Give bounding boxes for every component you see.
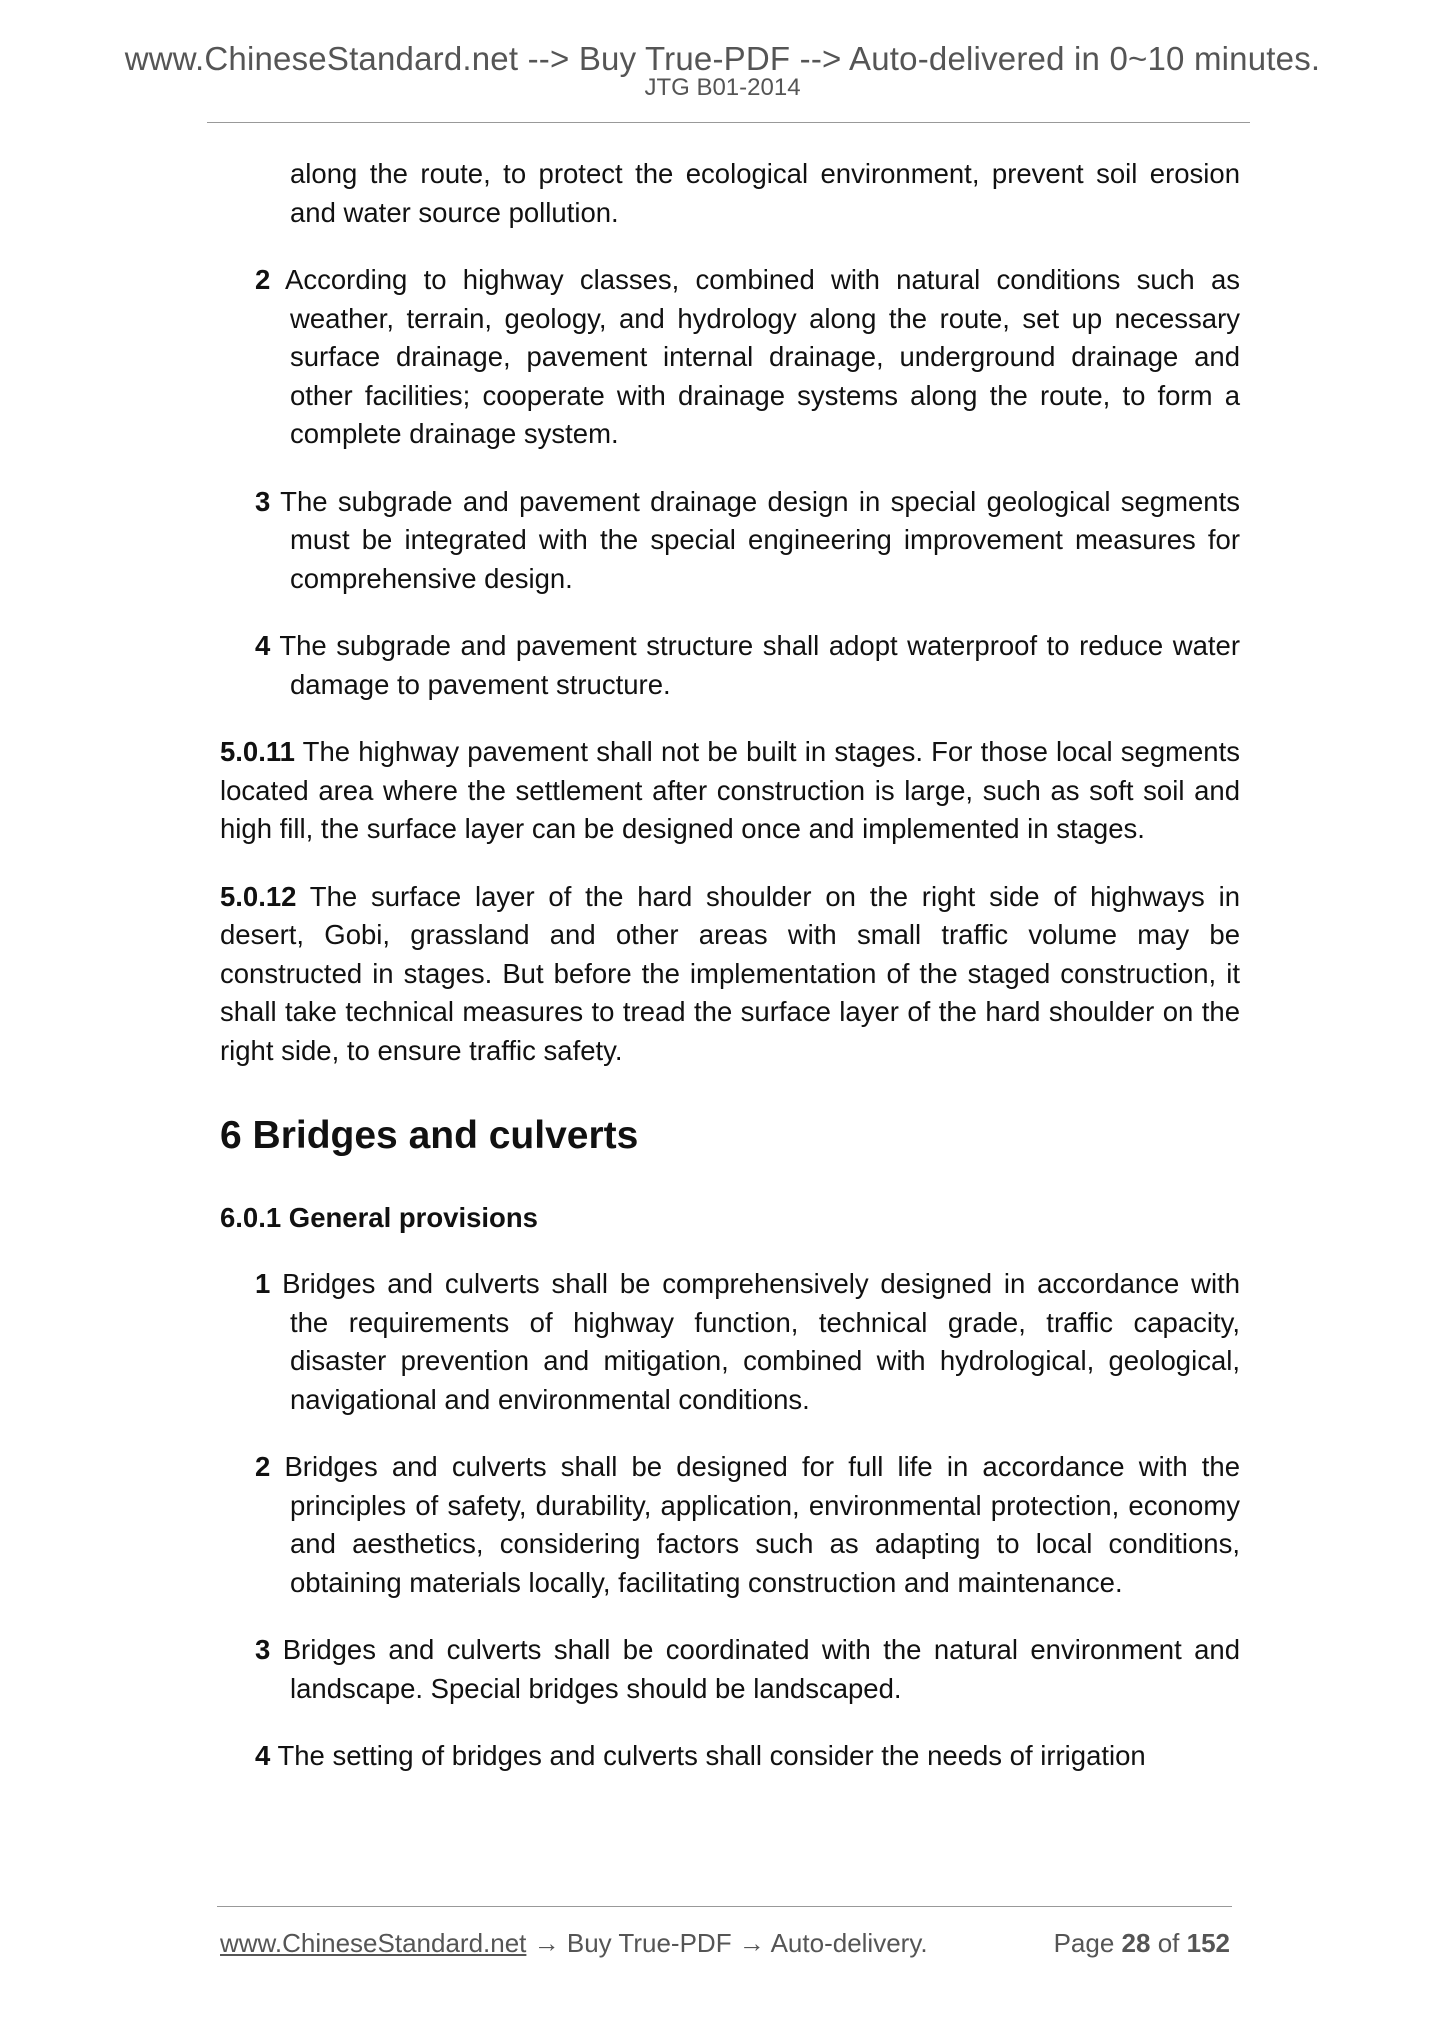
header-divider: [207, 122, 1250, 123]
list-item: [255, 1265, 1240, 1419]
footer-tagline: → Buy True-PDF → Auto-delivery.: [533, 1928, 928, 1958]
footer-divider: [217, 1906, 1232, 1907]
clause-text: The surface layer of the hard shoulder on the right side of highways in desert, Gobi, grassland and other areas with small traffic volume may be constructed in stages. But before the implementation of the staged construction, it shall take technical measures to tread the surface layer of the hard shoulder on the right side, to ensure traffic safety.: [220, 880, 1240, 1066]
page-current: 28: [1121, 1928, 1151, 1958]
list-item: [255, 261, 1240, 454]
clause-5-0-12: [220, 878, 1240, 1071]
item-number: 2: [255, 264, 271, 295]
section-title: 6.0.1 General provisions: [220, 1202, 538, 1233]
clause-5-0-11: [220, 733, 1240, 849]
item-number: 3: [255, 1634, 271, 1665]
list-item: [255, 627, 1240, 704]
page-total: 152: [1186, 1928, 1230, 1958]
item-number: 3: [255, 485, 271, 517]
item-number: 2: [255, 1451, 271, 1482]
page-content: [220, 155, 1240, 1805]
page-footer: [220, 1928, 1230, 1959]
item-number: 4: [255, 630, 271, 661]
footer-link[interactable]: www.ChineseStandard.net: [220, 1928, 527, 1958]
standard-code: JTG B01-2014: [644, 74, 801, 101]
list-item: [255, 1631, 1240, 1708]
item-text: Bridges and culverts shall be comprehensively designed in accordance with the requirements of highway function, technical grade, traffic capacity, disaster prevention and mitigation, combined with hydrological, geological, navigational and environmental conditions.: [282, 1268, 1240, 1415]
item-number: 1: [255, 1268, 271, 1299]
page-label: Page: [1053, 1928, 1115, 1958]
clause-number: 5.0.12: [220, 880, 297, 912]
list-item: [255, 1737, 1240, 1776]
list-item: [255, 483, 1240, 599]
item-text: The subgrade and pavement drainage design in special geological segments must be integrated with the special engineering improvement measures for comprehensive design.: [280, 485, 1240, 594]
clause-number: 5.0.11: [220, 736, 295, 767]
item-text: The setting of bridges and culverts shall consider the needs of irrigation: [277, 1740, 1146, 1771]
page-number: [1054, 1928, 1230, 1959]
item-text: According to highway classes, combined with natural conditions such as weather, terrain, geology, and hydrology along the route, set up necessary surface drainage, pavement internal drainage, underground drainage and other facilities; cooperate with drainage systems along the route, to form a complete drainage system.: [285, 264, 1240, 449]
continuation-text: along the route, to protect the ecological environment, prevent soil erosion and water source pollution.: [290, 158, 1240, 228]
item-text: Bridges and culverts shall be designed for full life in accordance with the principles of safety, durability, application, environmental protection, economy and aesthetics, considering factors such as adapting to local conditions, obtaining materials locally, facilitating construction and maintenance.: [284, 1451, 1241, 1598]
page-of: of: [1157, 1928, 1180, 1958]
chapter-title: 6 Bridges and culverts: [220, 1114, 639, 1157]
item-text: The subgrade and pavement structure shall adopt waterproof to reduce water damage to pavement structure.: [279, 630, 1240, 700]
item-number: 4: [255, 1740, 271, 1771]
list-item: [255, 1448, 1241, 1602]
clause-text: The highway pavement shall not be built in stages. For those local segments located area where the settlement after construction is large, such as soft soil and high fill, the surface layer can be designed once and implemented in stages.: [220, 736, 1240, 844]
item-text: Bridges and culverts shall be coordinated with the natural environment and landscape. Special bridges should be landscaped.: [282, 1634, 1240, 1704]
header-banner: www.ChineseStandard.net --> Buy True-PDF --> Auto-delivered in 0~10 minutes.: [124, 40, 1321, 77]
